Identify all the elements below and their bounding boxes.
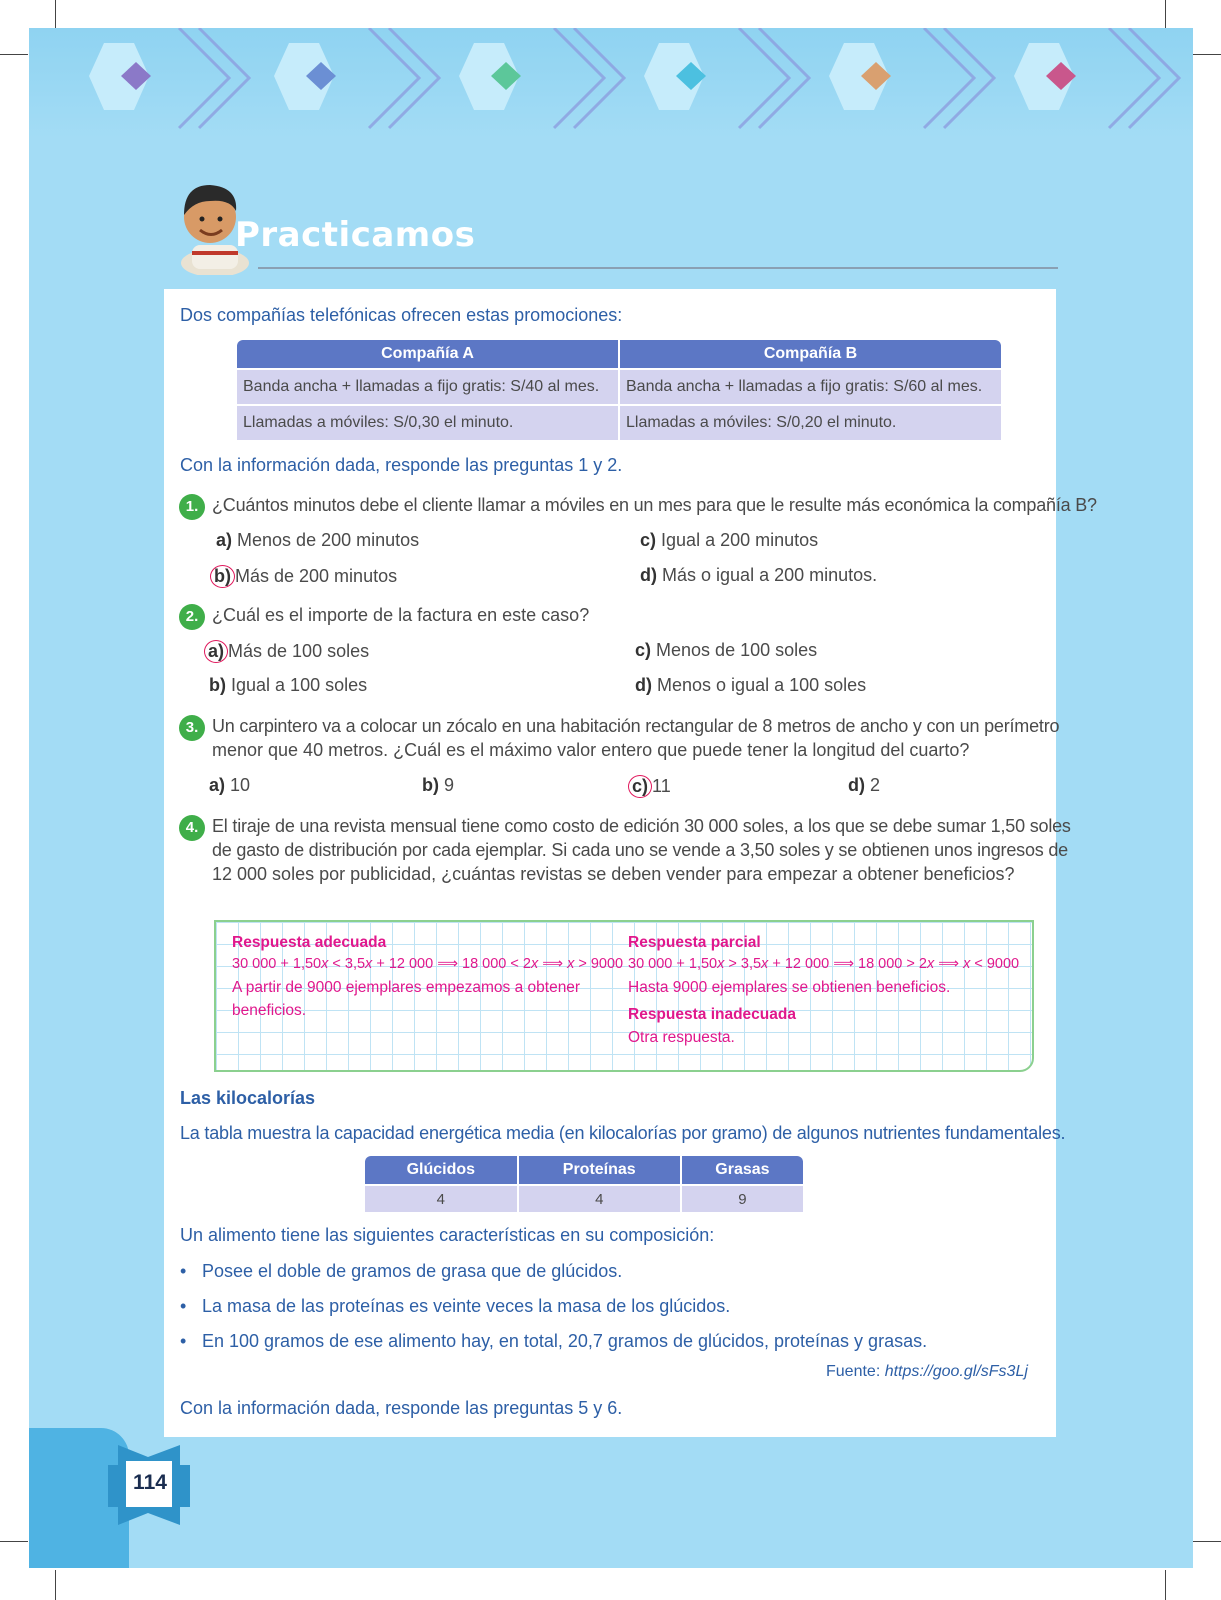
question-text-line: Un carpintero va a colocar un zócalo en una habitación rectangular de 8 metros de ancho y con un perímetro [212,716,1060,736]
equation-part: < 9000 [970,956,1020,972]
option-text: Menos o igual a 100 soles [657,675,867,695]
equation-variable: x [761,956,769,972]
equation-part: + 12 000 ⟹ 18 000 > 2 [768,956,927,972]
equation-variable: x [530,956,539,972]
table-cell: Banda ancha + llamadas a fijo gratis: S/40 al mes. [237,370,618,404]
option-letter: d) [848,775,865,795]
option-letter: a) [216,530,233,550]
rubric-adequate-title: Respuesta adecuada [232,934,387,951]
answer-option[interactable] [216,530,419,551]
question-text-line: El tiraje de una revista mensual tiene como costo de edición 30 000 soles, a los que se debe sumar 1,50 soles [212,816,1071,836]
answer-option-selected[interactable] [210,565,397,588]
food-intro: Un alimento tiene las siguientes características en su composición: [180,1225,715,1245]
option-text: 11 [652,776,671,796]
option-text: Igual a 200 minutos [661,530,819,550]
question-text: ¿Cuál es el importe de la factura en este caso? [212,605,590,625]
intro-text: Dos compañías telefónicas ofrecen estas promociones: [180,305,623,325]
rubric-inadequate-text: Otra respuesta. [628,1029,735,1046]
answer-option[interactable] [209,775,250,796]
option-text: Más de 200 minutos [235,566,398,586]
table-cell: Banda ancha + llamadas a fijo gratis: S/60 al mes. [620,370,1001,404]
section-header [170,175,1070,285]
question-text: ¿Cuántos minutos debe el cliente llamar a móviles en un mes para que le resulte más económica la compañía B? [212,495,1097,515]
crop-mark [1193,1541,1221,1542]
crop-mark [55,1570,56,1600]
answer-rubric-box [214,920,1034,1072]
question-text-line: de gasto de distribución por cada ejemplar. Si cada uno se vende a 3,50 soles y se obtienen unos ingresos de [212,840,1068,860]
crop-mark [1165,0,1166,28]
selected-option-letter: c) [628,775,652,798]
option-text: Menos de 200 minutos [237,530,420,550]
equation-part: ⟹ [538,956,568,972]
equation-part: < 3,5 [328,956,366,972]
option-letter: c) [635,640,652,660]
rubric-adequate-text: beneficios. [232,1002,307,1019]
question-number-badge: 4. [179,815,205,841]
rubric-adequate-text: A partir de 9000 ejemplares empezamos a obtener [232,979,581,996]
page-number-badge [108,1445,190,1525]
equation-part: > 9000 [574,956,624,972]
source-link[interactable]: https://goo.gl/sFs3Lj [884,1363,1028,1380]
option-text: 9 [444,775,455,795]
answer-option-selected[interactable] [628,775,671,798]
equation-variable: x [365,956,373,972]
option-letter: d) [635,675,652,695]
kcal-value: 4 [365,1186,517,1212]
answer-option[interactable] [635,675,866,696]
equation-part: + 12 000 ⟹ 18 000 < 2 [372,956,531,972]
question-text-line: menor que 40 metros. ¿Cuál es el máximo valor entero que puede tener la longitud del cuarto? [212,740,970,760]
kcal-header-proteinas: Proteínas [519,1156,680,1184]
question-number-badge: 1. [179,494,205,520]
kcal-intro: La tabla muestra la capacidad energética media (en kilocalorías por gramo) de algunos nutrientes fundamentales. [180,1123,1066,1143]
equation-variable: x [926,956,935,972]
crop-mark [1165,1570,1166,1600]
option-text: Más de 100 soles [228,641,370,661]
rubric-inadequate-title: Respuesta inadecuada [628,1006,796,1023]
rubric-partial-equation [628,956,1019,972]
title-underline [258,267,1058,269]
rubric-partial-text: Hasta 9000 ejemplares se obtienen beneficios. [628,979,951,996]
option-text: Más o igual a 200 minutos. [662,565,878,585]
kcal-heading: Las kilocalorías [180,1088,316,1108]
crop-mark [1193,54,1221,55]
list-item: • Posee el doble de gramos de grasa que de glúcidos. [202,1261,622,1282]
option-letter: d) [640,565,657,585]
equation-part: 30 000 + 1,50 [628,956,718,972]
equation-variable: x [321,956,329,972]
option-text: Igual a 100 soles [231,675,368,695]
table-cell: Llamadas a móviles: S/0,20 el minuto. [620,406,1001,440]
list-item: • En 100 gramos de ese alimento hay, en total, 20,7 gramos de glúcidos, proteínas y grasas. [202,1331,927,1352]
equation-variable: x [963,956,971,972]
kcal-value: 4 [519,1186,680,1212]
answer-option-selected[interactable] [204,640,369,663]
crop-mark [0,54,28,55]
option-text: Menos de 100 soles [656,640,818,660]
selected-option-letter: a) [204,640,228,663]
equation-variable: x [567,956,575,972]
equation-part: 30 000 + 1,50 [232,956,322,972]
crop-mark [55,0,56,28]
answer-option[interactable] [640,530,818,551]
companies-table [235,338,1003,442]
option-letter: b) [209,675,226,695]
instruction-text: Con la información dada, responde las preguntas 5 y 6. [180,1398,623,1418]
kcal-table [363,1154,805,1214]
instruction-text: Con la información dada, responde las preguntas 1 y 2. [180,455,623,475]
rubric-partial-title: Respuesta parcial [628,934,761,951]
table-header-company-b: Compañía B [620,340,1001,368]
table-header-company-a: Compañía A [237,340,618,368]
page-number: 114 [133,1471,167,1494]
equation-part: ⟹ [934,956,964,972]
answer-option[interactable] [848,775,880,796]
option-letter: b) [422,775,439,795]
option-letter: c) [640,530,657,550]
answer-option[interactable] [422,775,454,796]
question-number-badge: 3. [179,715,205,741]
answer-option[interactable] [209,675,367,696]
decorative-banner [29,28,1193,138]
answer-option[interactable] [635,640,817,661]
source-citation [826,1363,1028,1381]
source-label: Fuente: [826,1363,885,1380]
kcal-value: 9 [682,1186,803,1212]
kcal-header-grasas: Grasas [682,1156,803,1184]
answer-option[interactable] [640,565,877,586]
question-text-line: 12 000 soles por publicidad, ¿cuántas revistas se deben vender para empezar a obtener beneficios? [212,864,1015,884]
equation-variable: x [717,956,725,972]
kcal-header-glucidos: Glúcidos [365,1156,517,1184]
list-item: • La masa de las proteínas es veinte veces la masa de los glúcidos. [202,1296,730,1317]
option-text: 2 [870,775,881,795]
page-title: Practicamos [235,215,476,255]
equation-part: > 3,5 [724,956,762,972]
option-letter: a) [209,775,226,795]
table-cell: Llamadas a móviles: S/0,30 el minuto. [237,406,618,440]
question-number-badge: 2. [179,604,205,630]
option-text: 10 [230,775,251,795]
selected-option-letter: b) [210,565,235,588]
rubric-adequate-equation [232,956,623,972]
crop-mark [0,1541,28,1542]
